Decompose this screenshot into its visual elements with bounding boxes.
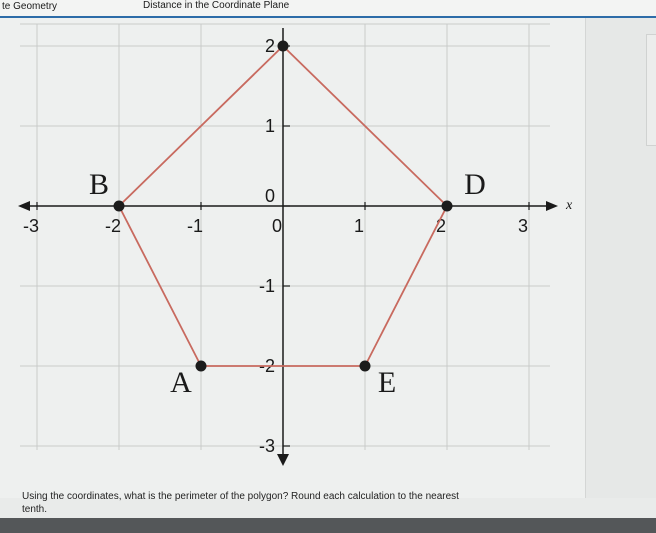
x-axis-variable: x — [566, 198, 573, 213]
top-bar — [0, 0, 656, 16]
point-e — [360, 361, 371, 372]
point-d — [442, 201, 453, 212]
question-line-2: tenth. — [22, 504, 48, 515]
x-tick-label: 2 — [435, 216, 447, 236]
point-label-b: B — [88, 168, 110, 201]
y-tick-label: -1 — [258, 276, 275, 296]
x-tick-label: 0 — [271, 216, 283, 236]
tick-labels — [23, 36, 573, 456]
side-panel — [585, 18, 656, 498]
x-tick-label: -1 — [186, 216, 204, 236]
coordinate-plane — [0, 18, 585, 488]
x-tick-label: 3 — [517, 216, 529, 236]
point-b — [114, 201, 125, 212]
question-line-1: Using the coordinates, what is the perimeter of the polygon? Round each calculation to the nearest — [22, 491, 459, 502]
bottom-bar — [0, 518, 656, 533]
y-tick-label: -2 — [258, 356, 275, 376]
point-label-a: A — [170, 366, 192, 399]
x-tick-label: -3 — [22, 216, 40, 236]
point-a — [196, 361, 207, 372]
points — [89, 41, 486, 400]
question-text — [22, 490, 582, 516]
point-top — [278, 41, 289, 52]
x-axis-left-arrow — [18, 201, 30, 211]
course-title: te Geometry — [2, 1, 58, 12]
x-tick-label: 1 — [353, 216, 365, 236]
y-tick-label: 1 — [264, 116, 275, 136]
x-axis-right-arrow — [546, 201, 558, 211]
y-axis-down-arrow — [277, 454, 289, 466]
point-label-d: D — [464, 168, 486, 201]
point-label-e: E — [377, 366, 397, 399]
grid — [20, 24, 550, 450]
side-box — [646, 34, 656, 146]
y-tick-label: 2 — [264, 36, 275, 56]
y-tick-label: 0 — [264, 186, 275, 206]
y-tick-label: -3 — [258, 436, 275, 456]
axes — [18, 28, 558, 466]
lesson-title: Distance in the Coordinate Plane — [143, 0, 290, 11]
x-tick-label: -2 — [104, 216, 122, 236]
